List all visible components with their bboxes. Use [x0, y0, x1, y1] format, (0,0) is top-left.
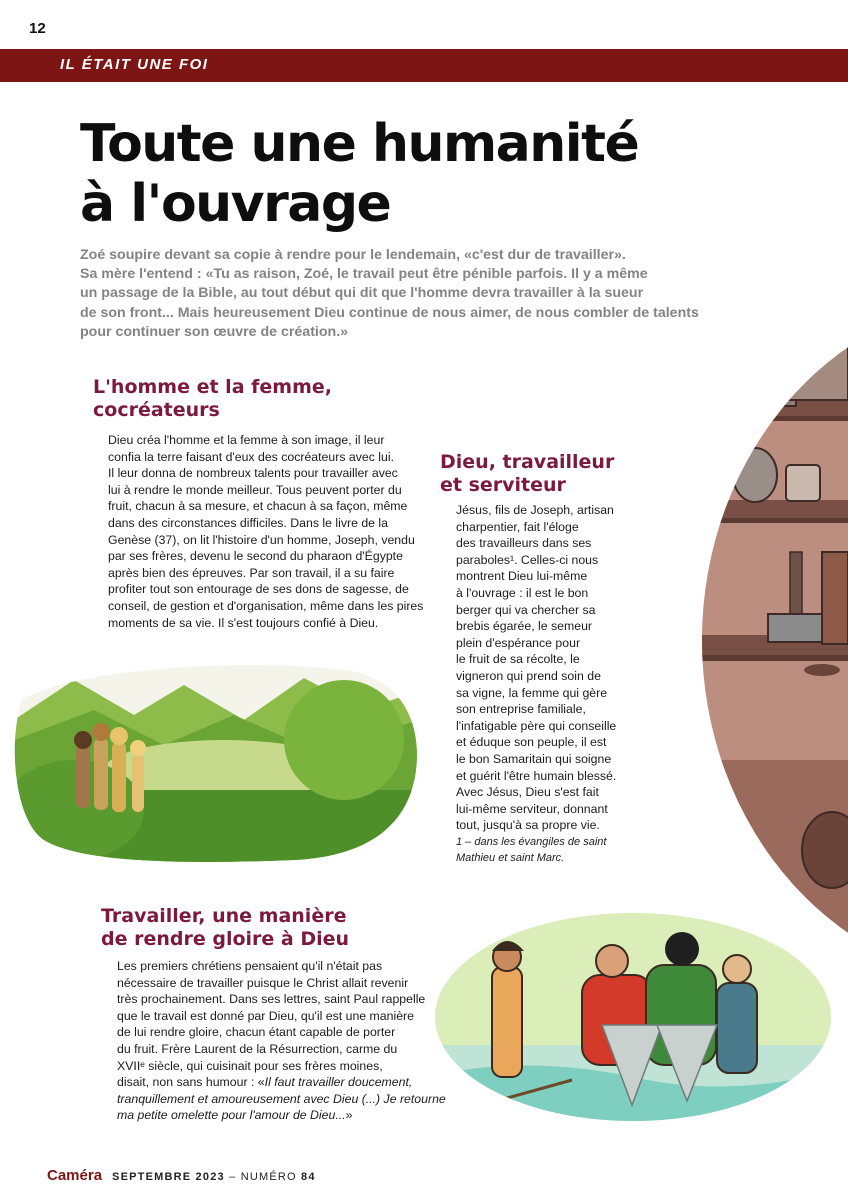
intro-paragraph: [80, 246, 700, 342]
issue-month: SEPTEMBRE 2023: [112, 1171, 225, 1183]
body-line: nécessaire de travailler puisque le Christ allait revenir: [117, 975, 409, 990]
body-line: profiter tout son entourage de ses dons de sagesse, de: [108, 582, 409, 597]
body-line: montrent Dieu lui-même: [456, 569, 588, 584]
title-line: Toute une humanité: [80, 114, 639, 174]
body-line: que le travail est donné par Dieu, qu'il est une manière: [117, 1008, 414, 1023]
body-line: brebis égarée, le semeur: [456, 619, 593, 634]
body-line: fruit, chacun à sa mesure, et chacun à sa façon, même: [108, 499, 408, 514]
body-line: et éduque son peuple, il est: [456, 735, 607, 750]
body-line: conseil, de gestion et d'organisation, même dans les pires: [108, 598, 424, 613]
body-line: Les premiers chrétiens pensaient qu'il n'était pas: [117, 959, 383, 973]
intro-line: Sa mère l'entend : «Tu as raison, Zoé, le travail peut être pénible parfois. Il y a même: [80, 266, 648, 283]
intro-line: de son front... Mais heureusement Dieu continue de nous aimer, de nous combler de talents: [80, 304, 699, 321]
body-line: dans des circonstances difficiles. Dans le livre de la: [108, 515, 389, 530]
body-line: très prochainement. Dans ses lettres, saint Paul rappelle: [117, 992, 426, 1007]
intro-line: un passage de la Bible, au tout début qui dit que l'homme devra travailler à la sueur: [80, 285, 644, 302]
quote-line: [117, 1091, 446, 1108]
footnote-line: 1 – dans les évangiles de saint: [456, 835, 607, 848]
body-line: charpentier, fait l'éloge: [456, 519, 579, 534]
body-line: Avec Jésus, Dieu s'est fait: [456, 785, 599, 800]
landscape-illustration: [14, 660, 420, 864]
intro-line: pour continuer son œuvre de création.»: [80, 323, 349, 340]
heading-line: et serviteur: [440, 474, 566, 496]
body-line: Jésus, fils de Joseph, artisan: [456, 503, 614, 517]
article-title: [80, 114, 638, 234]
body-line: le fruit de sa récolte, le: [456, 652, 580, 667]
heading-line: Travailler, une manière: [101, 905, 347, 927]
body-line: XVIIᵉ siècle, qui cuisinait pour ses frères moines,: [117, 1058, 383, 1073]
heading-line: de rendre gloire à Dieu: [101, 928, 350, 950]
section-heading: [93, 376, 332, 422]
footnote-line: Mathieu et saint Marc.: [456, 852, 565, 865]
page-number: 12: [29, 20, 46, 37]
body-line: lui-même serviteur, donnant: [456, 801, 608, 816]
body-line: son entreprise familiale,: [456, 702, 586, 717]
issue-number: 84: [301, 1171, 316, 1183]
section-banner: [0, 49, 848, 82]
heading-line: cocréateurs: [93, 399, 220, 421]
section-heading: [101, 905, 349, 951]
section-body: [117, 958, 446, 1124]
section-body: [108, 432, 423, 631]
body-line: le bon Samaritain qui soigne: [456, 751, 612, 766]
quote-text: Il faut travailler doucement,: [264, 1075, 413, 1090]
body-line: du fruit. Frère Laurent de la Résurrection, carme du: [117, 1041, 398, 1056]
body-line: des travailleurs dans ses: [456, 536, 592, 551]
section-heading: [440, 451, 614, 497]
body-line: Dieu créa l'homme et la femme à son image, il leur: [108, 433, 385, 447]
banner-label: IL ÉTAIT UNE FOI: [60, 56, 209, 73]
body-line: l'infatigable père qui conseille: [456, 718, 617, 733]
issue-separator: –: [224, 1171, 241, 1183]
body-line: de lui rendre gloire, chacun étant capable de porter: [117, 1025, 396, 1040]
body-line: lui à rendre le monde meilleur. Tous peuvent porter du: [108, 482, 402, 497]
body-line: Genèse (37), on lit l'histoire d'un homme, Joseph, vendu: [108, 532, 415, 547]
quote-text: tranquillement et amoureusement avec Dieu (...) Je retourne: [117, 1091, 446, 1106]
body-text: disait, non sans humour : «: [117, 1075, 265, 1090]
body-line: à l'ouvrage : il est le bon: [456, 585, 589, 600]
quote-text: ma petite omelette pour l'amour de Dieu...: [117, 1108, 346, 1123]
intro-line: Zoé soupire devant sa copie à rendre pour le lendemain, «c'est dur de travailler».: [80, 247, 626, 263]
heading-line: L'homme et la femme,: [93, 376, 332, 398]
body-line: sa vigne, la femme qui gère: [456, 685, 608, 700]
page-footer: [47, 1167, 316, 1184]
body-line: vigneron qui prend soin de: [456, 668, 601, 683]
body-line: paraboles¹. Celles-ci nous: [456, 552, 599, 567]
body-line: confia la terre faisant d'eux des cocréateurs avec lui.: [108, 449, 395, 464]
body-line: berger qui va chercher sa: [456, 602, 596, 617]
issue-label: NUMÉRO: [240, 1171, 297, 1183]
body-line: tout, jusqu'à sa propre vie.: [456, 818, 600, 833]
body-line: par ses frères, devenu le second du pharaon d'Égypte: [108, 549, 403, 564]
quote-line: [117, 1107, 446, 1124]
heading-line: Dieu, travailleur: [440, 451, 615, 473]
quote-close: »: [345, 1108, 353, 1123]
title-line: à l'ouvrage: [80, 174, 391, 234]
fishermen-illustration: [432, 905, 834, 1123]
section-body: [456, 502, 616, 867]
body-line: et guérit l'être humain blessé.: [456, 768, 617, 783]
body-line: après bien des épreuves. Par son travail, il a su faire: [108, 565, 395, 580]
body-line: [117, 1074, 446, 1091]
body-line: plein d'espérance pour: [456, 635, 581, 650]
body-line: Il leur donna de nombreux talents pour travailler avec: [108, 466, 398, 481]
workshop-illustration: [682, 290, 848, 990]
issue-info: [112, 1171, 316, 1183]
magazine-brand: Caméra: [47, 1167, 103, 1184]
body-line: moments de sa vie. Il s'est toujours confié à Dieu.: [108, 615, 379, 630]
